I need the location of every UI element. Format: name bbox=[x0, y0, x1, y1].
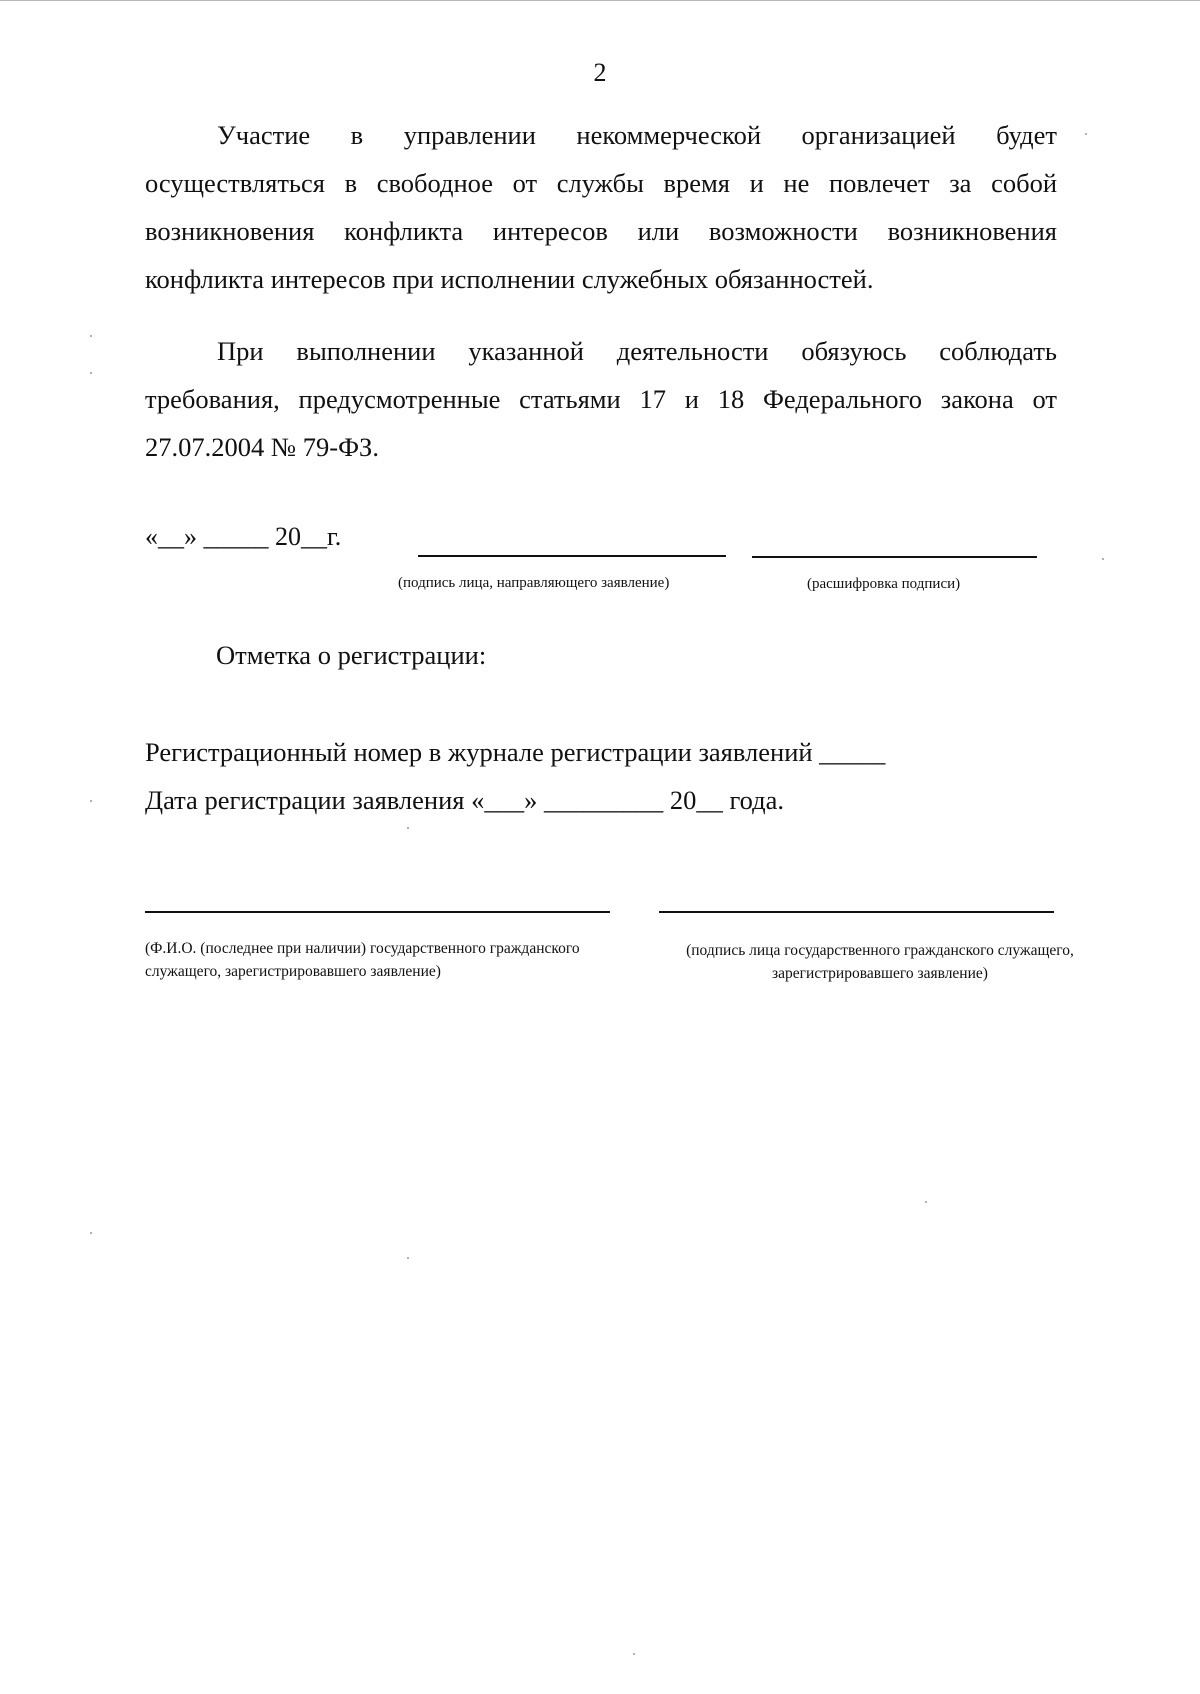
scan-speck bbox=[633, 1653, 635, 1655]
registrar-signature-caption: (подпись лица государственного гражданского служащего, зарегистрировавшего заявление) bbox=[686, 942, 1074, 982]
scan-speck bbox=[925, 1201, 927, 1203]
scan-speck bbox=[407, 1257, 409, 1259]
registrar-signature-blank-line bbox=[659, 911, 1054, 913]
scan-speck bbox=[1102, 558, 1104, 560]
scan-speck bbox=[90, 800, 92, 802]
paragraph-obligations: При выполнении указанной деятельности обязуюсь соблюдать требования, предусмотренные статьями 17 и 18 Федерального закона от 27.07.2004 № 79-ФЗ. bbox=[145, 336, 1057, 462]
scan-speck bbox=[90, 372, 92, 374]
signature-decoding-caption: (расшифровка подписи) bbox=[807, 576, 961, 592]
registrar-name-blank-line bbox=[145, 911, 610, 913]
signature-blank-line bbox=[418, 555, 726, 557]
scan-speck bbox=[1085, 133, 1087, 135]
registrar-name-caption: (Ф.И.О. (последнее при наличии) государственного гражданского служащего, зарегистрировавшего заявление) bbox=[145, 940, 580, 980]
scan-speck bbox=[90, 335, 92, 337]
signature-decoding-blank-line bbox=[752, 556, 1037, 558]
top-edge-rule bbox=[0, 0, 1200, 1]
signature-caption: (подпись лица, направляющего заявление) bbox=[398, 575, 670, 591]
page-number: 2 bbox=[593, 58, 607, 87]
date-fill-line: «__» _____ 20__г. bbox=[145, 522, 342, 551]
registration-number-line: Регистрационный номер в журнале регистрации заявлений _____ bbox=[145, 737, 886, 767]
registration-mark-heading: Отметка о регистрации: bbox=[216, 640, 487, 670]
paragraph-participation: Участие в управлении некоммерческой организацией будет осуществляться в свободное от службы время и не повлечет за собой возникновения конфликта интересов или возможности возникновения конфликта интересов при исполнении служебных обязанностей. bbox=[145, 120, 1057, 294]
scan-speck bbox=[407, 827, 409, 829]
scan-speck bbox=[90, 1232, 92, 1234]
registration-date-line: Дата регистрации заявления «___» _________ 20__ года. bbox=[145, 785, 785, 815]
